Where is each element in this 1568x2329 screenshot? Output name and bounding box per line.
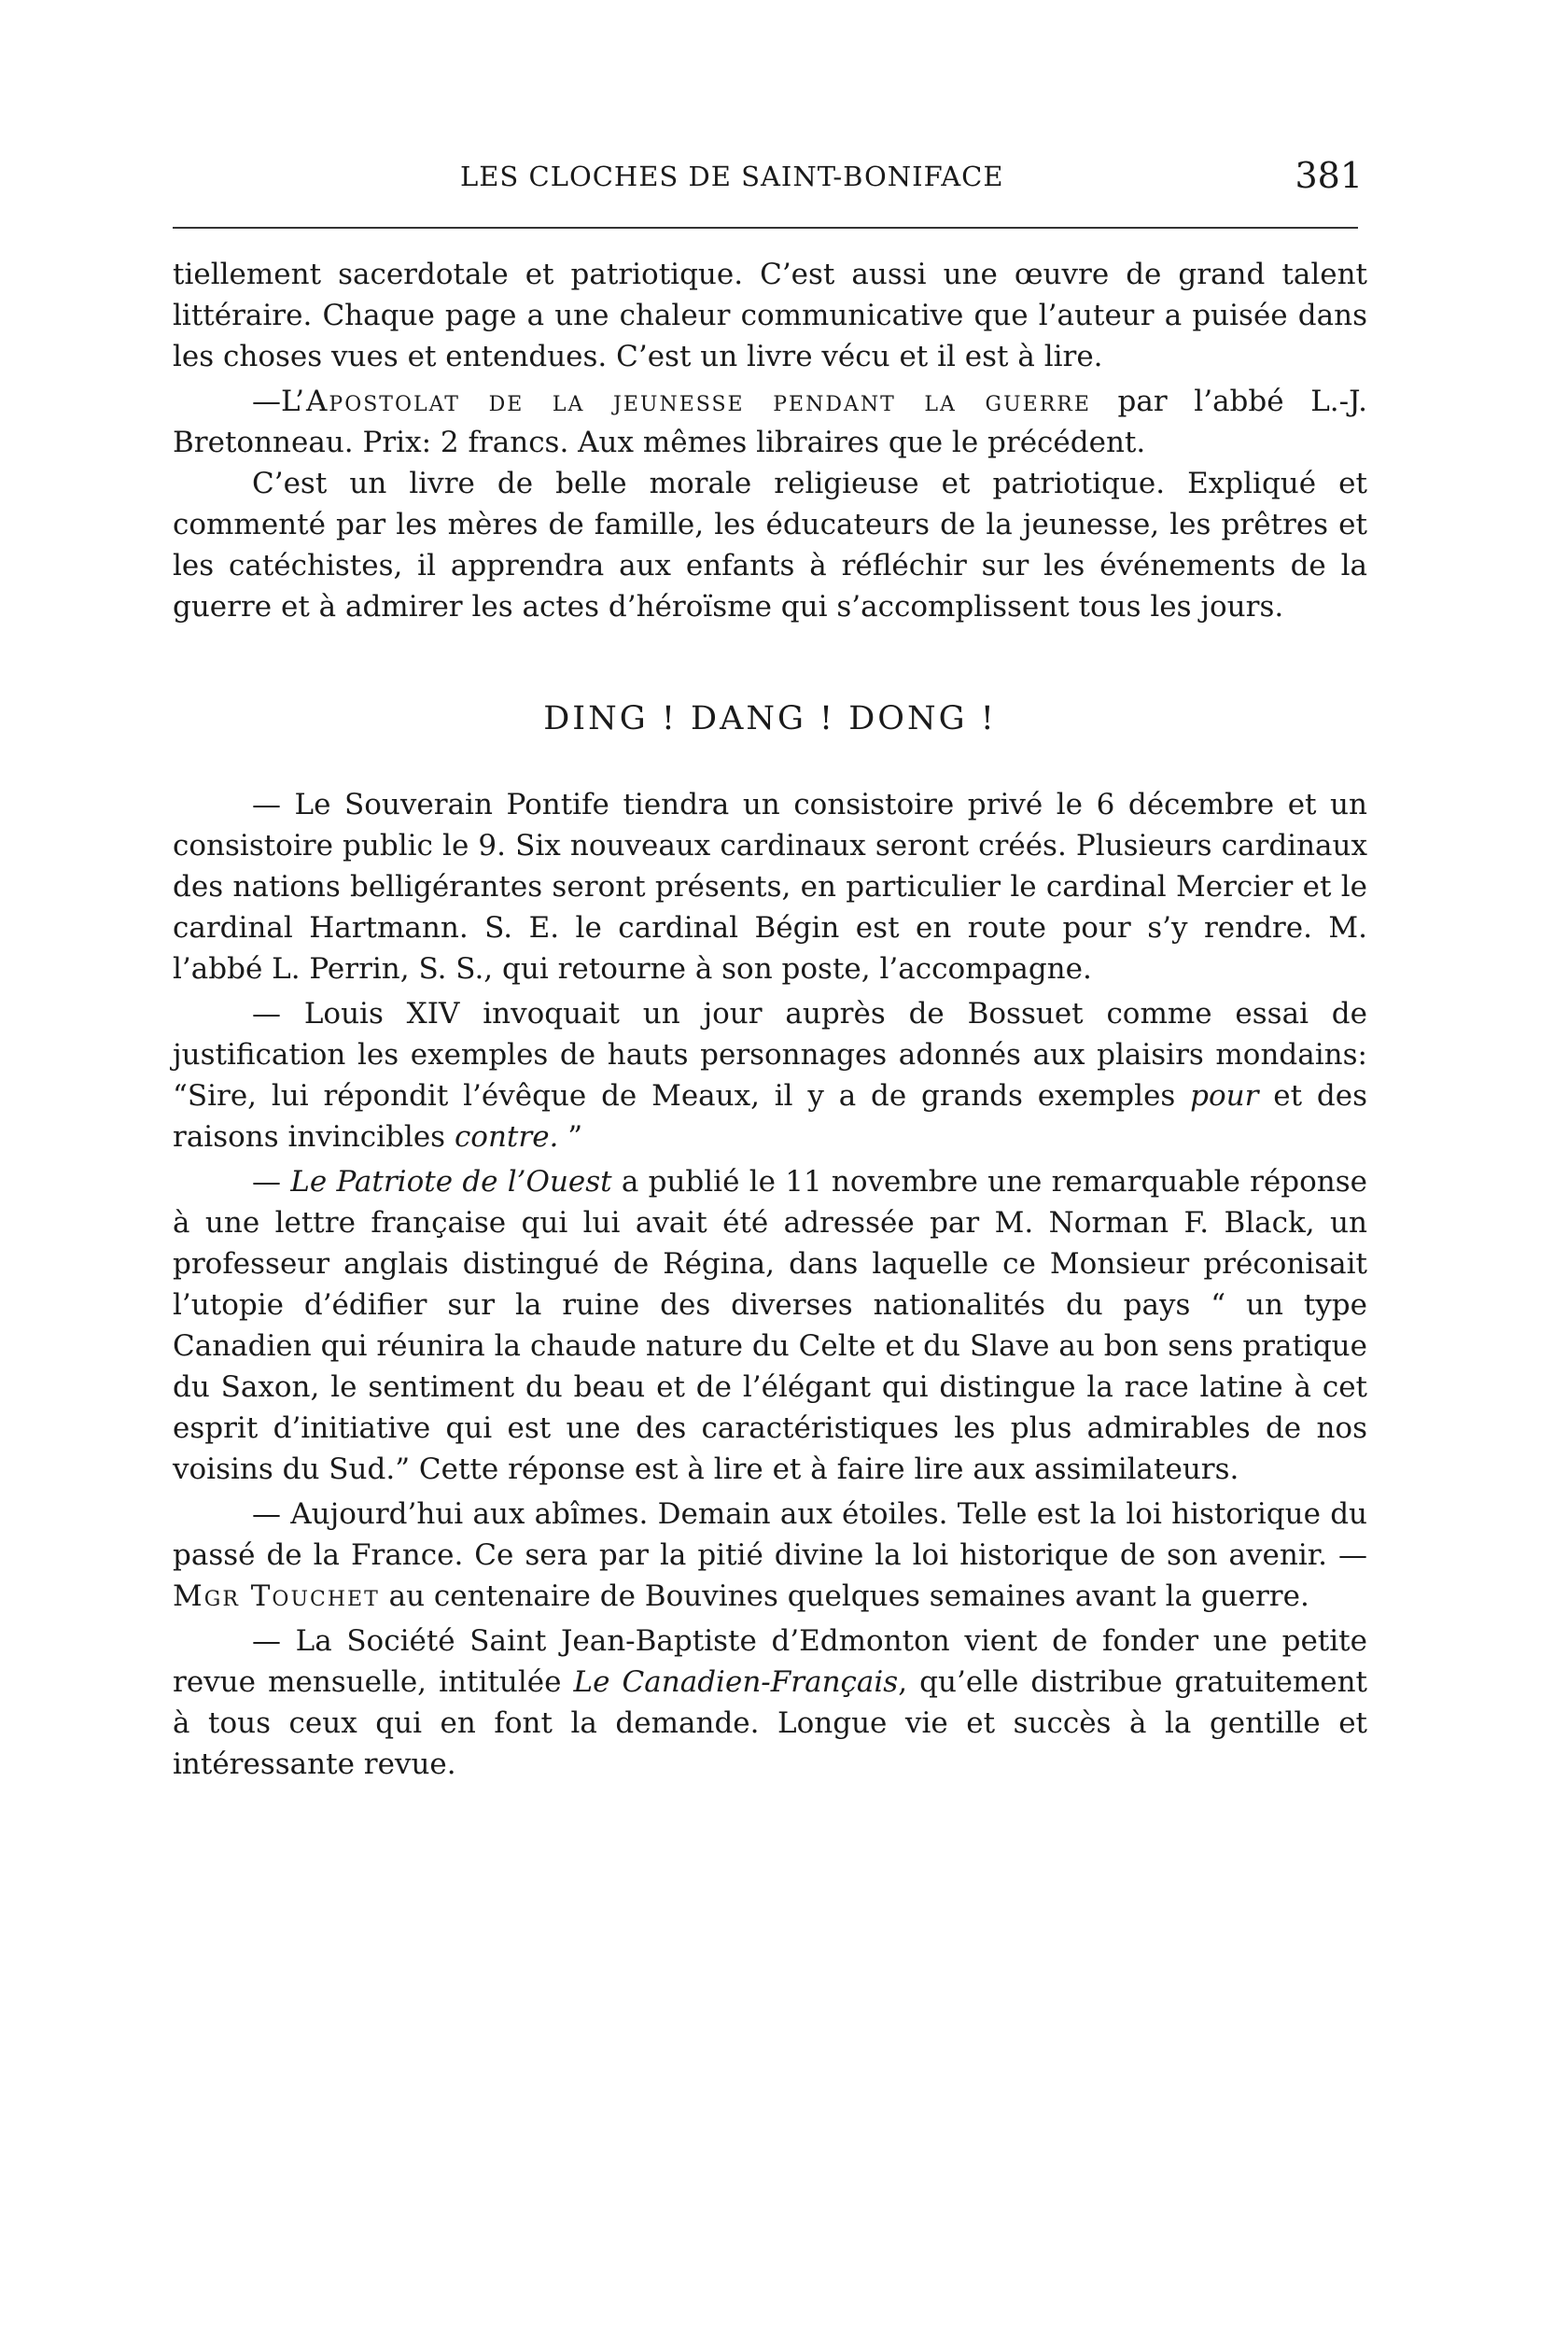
paragraph-book-review: C’est un livre de belle morale religieuse et patriotique. Expliqué et commenté par les mères de famille, les éducateurs de la jeunesse, les prêtres et les catéchistes, il apprendra aux enfants à réfléchir sur les événements de la guerre et à admirer les actes d’héroïsme qui s’accomplissent tous les jours. [173,467,1367,624]
paragraph-edmonton [173,1620,1367,1785]
touchet-text-a: — Aujourd’hui aux abîmes. Demain aux étoiles. Telle est la loi historique du passé de la France. Ce sera par la pitié divine la loi historique de son avenir. — [173,1497,1367,1572]
dash: — [252,385,281,418]
paragraph-book-notice [173,381,1367,463]
paragraph-patriote [173,1161,1367,1490]
author-name: Mgr Touchet [173,1579,380,1613]
running-header [173,157,1363,205]
bossuet-text-b: et des raisons invincibles [173,1079,1367,1154]
review-title: Le Canadien-Français [573,1665,899,1699]
section-title: DING ! DANG ! DONG ! [543,700,997,737]
word-pour: pour [1190,1079,1259,1113]
patriote-text: a publié le 11 novembre une remarquable réponse à une lettre française qui lui avait été adressée par M. Norman F. Black, un professeur anglais distingué de Régina, dans laquelle ce Monsieur préconisait l’utopie d’édifier sur la ruine des diverses nationalités du pays “ un type Canadien qui réunira la chaude nature du Celte et du Slave au bon sens pratique du Saxon, le sentiment du beau et de l’élégant qui distingue la race latine à cet esprit d’initiative qui est une des caractéristiques les plus admirables de nos voisins du Sud.” Cette réponse est à lire et à faire lire aux assimilateurs. [173,1165,1367,1486]
bossuet-text-a: — Louis XIV invoquait un jour auprès de Bossuet comme essai de justification les exemples de hauts personnages adonnés aux plaisirs mondains: “Sire, lui répondit l’évêque de Meaux, il y a de grands exemples [173,997,1367,1113]
running-title: LES CLOCHES DE SAINT-BONIFACE [460,161,1004,192]
edmonton-text-a: — La Société Saint Jean-Baptiste d’Edmonton vient de fonder une petite revue mensuelle, intitulée [173,1624,1367,1699]
header-rule [173,227,1358,229]
paragraph-continuation: tiellement sacerdotale et patriotique. C’est aussi une œuvre de grand talent littéraire. Chaque page a une chaleur communicative que l’auteur a puisée dans les choses vues et entendues. C’est un livre vécu et il est à lire. [173,258,1367,373]
paragraph-consistory: — Le Souverain Pontife tiendra un consistoire privé le 6 décembre et un consistoire public le 9. Six nouveaux cardinaux seront créés. Plusieurs cardinaux des nations belligérantes seront présents, en particulier le cardinal Mercier et le cardinal Hartmann. S. E. le cardinal Bégin est en route pour s’y rendre. M. l’abbé L. Perrin, S. S., qui retourne à son poste, l’accompagne. [173,788,1367,986]
word-contre: contre. [454,1120,559,1154]
book-title: L’Apostolat de la jeunesse pendant la guerre [281,385,1091,418]
page-number: 381 [1295,155,1363,196]
edmonton-text-b: , qu’elle distribue gratuitement à tous ceux qui en font la demande. Longue vie et succès à la gentille et intéressante revue. [173,1665,1367,1781]
journal-title: Le Patriote de l’Ouest [290,1165,612,1199]
body-text [173,254,1367,1785]
bossuet-text-c: ” [558,1120,583,1154]
paragraph-bossuet [173,993,1367,1157]
dash: — [252,1165,291,1199]
paragraph-touchet [173,1494,1367,1617]
touchet-text-b: au centenaire de Bouvines quelques semaines avant la guerre. [379,1579,1309,1613]
book-notice-text: par l’abbé L.-J. Bretonneau. Prix: 2 francs. Aux mêmes libraires que le précédent. [173,385,1367,459]
